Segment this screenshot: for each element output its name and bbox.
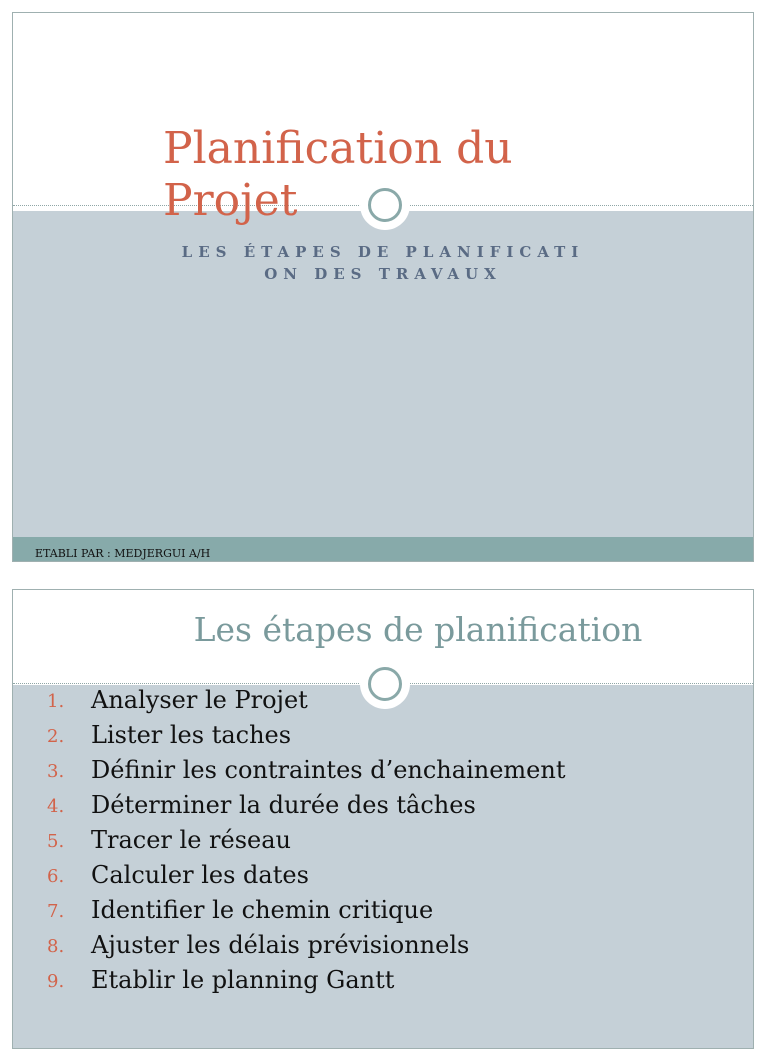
slide-title: Les étapes de planification (193, 610, 643, 649)
step-text: Etablir le planning Gantt (91, 966, 395, 994)
step-number: 6. (47, 866, 65, 887)
list-item (13, 964, 691, 996)
list-item (13, 754, 691, 786)
step-text: Analyser le Projet (91, 686, 308, 714)
author-credit: ETABLI PAR : MEDJERGUI A/H (35, 547, 211, 560)
step-number: 3. (47, 761, 65, 782)
step-text: Identifier le chemin critique (91, 896, 434, 924)
step-number: 2. (47, 726, 65, 747)
list-item (13, 894, 691, 926)
step-text: Définir les contraintes d’enchainement (91, 756, 566, 784)
step-text: Tracer le réseau (91, 826, 292, 854)
list-item (13, 789, 691, 821)
step-text: Déterminer la durée des tâches (91, 791, 476, 819)
steps-list (13, 684, 691, 999)
slide-title: Planification du Projet (163, 123, 513, 226)
step-number: 4. (47, 796, 65, 817)
step-number: 8. (47, 936, 65, 957)
list-item (13, 929, 691, 961)
list-item (13, 719, 691, 751)
step-number: 1. (47, 691, 65, 712)
steps-slide (12, 589, 754, 1049)
step-text: Lister les taches (91, 721, 292, 749)
list-item (13, 684, 691, 716)
step-text: Calculer les dates (91, 861, 309, 889)
list-item (13, 859, 691, 891)
step-text: Ajuster les délais prévisionnels (91, 931, 470, 959)
step-number: 5. (47, 831, 65, 852)
list-item (13, 824, 691, 856)
step-number: 9. (47, 971, 65, 992)
title-slide (12, 12, 754, 562)
step-number: 7. (47, 901, 65, 922)
slide-subtitle: LES ÉTAPES DE PLANIFICATI ON DES TRAVAUX (181, 243, 585, 283)
